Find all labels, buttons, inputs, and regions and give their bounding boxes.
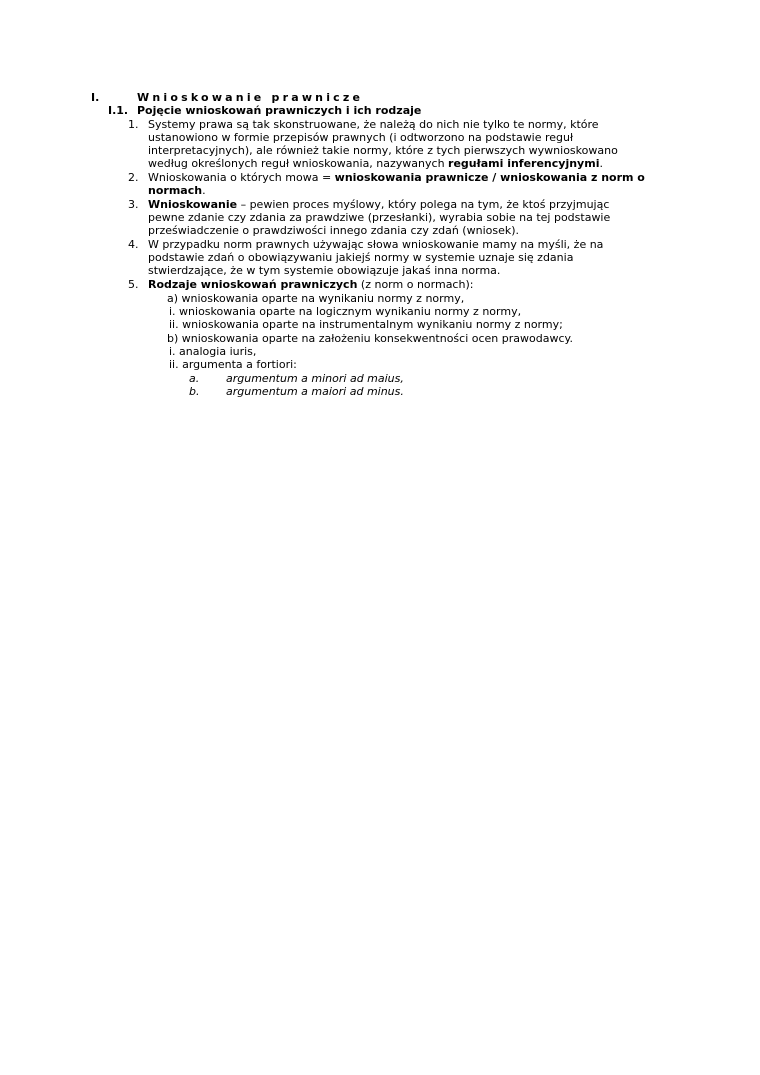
sublist-item: ii. wnioskowania oparte na instrumentalnym wynikaniu normy z normy; [169, 318, 563, 331]
sublist-item: b) wnioskowania oparte na założeniu konsekwentności ocen prawodawcy. [167, 332, 573, 345]
list-item-text-line: Systemy prawa są tak skonstruowane, że należą do nich nie tylko te normy, które [148, 118, 599, 131]
sublist-item: i. analogia iuris, [169, 345, 257, 358]
italic-list-text: argumentum a minori ad maius, [226, 372, 404, 385]
list-item-text-line: podstawie zdań o obowiązywaniu jakiejś normy w systemie uznaje się zdania [148, 251, 574, 264]
list-item-text-line: ustanowiono w formie przepisów prawnych (i odtworzono na podstawie reguł [148, 131, 574, 144]
list-item-text-line [148, 184, 206, 197]
text-run: – pewien proces myślowy, który polega na tym, że ktoś przyjmując [237, 198, 610, 211]
subheading-number: I.1. [108, 104, 129, 117]
bold-term: Rodzaje wnioskowań prawniczych [148, 278, 358, 291]
bold-term: normach [148, 184, 203, 197]
text-run: Wnioskowania o których mowa = [148, 171, 335, 184]
bold-term: regułami inferencyjnymi [448, 157, 600, 170]
list-item-text-line: pewne zdanie czy zdania za prawdziwe (przesłanki), wyrabia sobie na tej podstawie [148, 211, 611, 224]
sublist-item: i. wnioskowania oparte na logicznym wynikaniu normy z normy, [169, 305, 522, 318]
italic-list-label: a. [189, 372, 200, 385]
list-item-text-line [148, 278, 473, 291]
text-run: . [202, 184, 206, 197]
list-item-text-line [148, 171, 645, 184]
list-item-text-line [148, 198, 609, 211]
bold-term: wnioskowania prawnicze / wnioskowania z norm o [334, 171, 645, 184]
list-item-text-line: przeświadczenie o prawdziwości innego zdania czy zdań (wniosek). [148, 224, 520, 237]
sublist-item: ii. argumenta a fortiori: [169, 358, 297, 371]
list-item-text-line [148, 157, 603, 170]
heading-number: I. [91, 91, 100, 104]
list-item-number: 3. [128, 198, 139, 211]
subheading-title: Pojęcie wnioskowań prawniczych i ich rodzaje [137, 104, 422, 117]
list-item-number: 4. [128, 238, 139, 251]
text-run: . [599, 157, 603, 170]
list-item-text-line: interpretacyjnych), ale również takie normy, które z tych pierwszych wywnioskowano [148, 144, 618, 157]
sublist-item: a) wnioskowania oparte na wynikaniu normy z normy, [167, 292, 465, 305]
bold-term: Wnioskowanie [148, 198, 238, 211]
italic-list-label: b. [189, 385, 200, 398]
italic-list-text: argumentum a maiori ad minus. [226, 385, 404, 398]
list-item-text-line: stwierdzające, że w tym systemie obowiązuje jakaś inna norma. [148, 264, 501, 277]
list-item-number: 2. [128, 171, 139, 184]
text-run: (z norm o normach): [357, 278, 474, 291]
list-item-text-line: W przypadku norm prawnych używając słowa wnioskowanie mamy na myśli, że na [148, 238, 604, 251]
heading-title: Wnioskowanie prawnicze [137, 91, 364, 104]
list-item-number: 5. [128, 278, 139, 291]
list-item-number: 1. [128, 118, 139, 131]
text-run: według określonych reguł wnioskowania, nazywanych [148, 157, 449, 170]
